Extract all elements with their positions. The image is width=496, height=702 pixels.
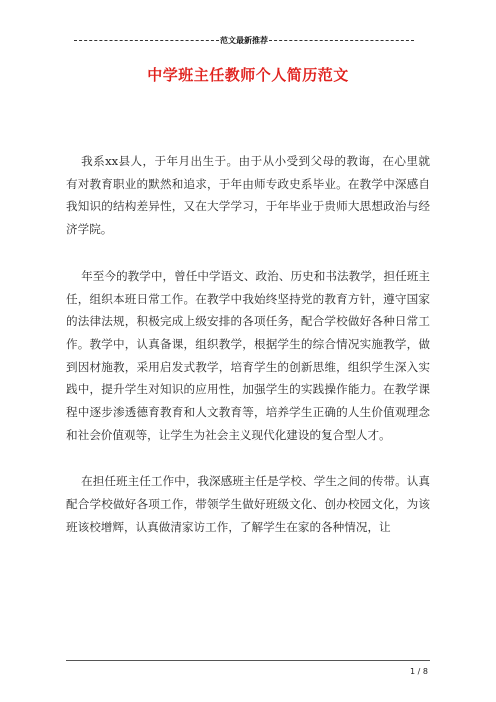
header-dashed-line-right xyxy=(269,40,414,41)
paragraph-3: 在担任班主任工作中，我深感班主任是学校、学生之间的传带。认真配合学校做好各项工作，带领学生做好班级文化、创办校园文化，为该班该校增辉，认真做清家访工作，了解学生在家的各种情况，让 xyxy=(66,474,430,534)
header-label: 范文最新推荐 xyxy=(220,35,268,45)
paragraph-2: 年至今的教学中，曾任中学语文、政治、历史和书法教学，担任班主任，组织本班日常工作。在教学中我始终坚持党的教育方针，遵守国家的法律法规，积极完成上级安排的各项任务，配合学校做好各种日常工作。教学中，认真备课，组织教学，根据学生的综合情况实施教学，做到因材施教，采用启发式教学，培育学生的创新思维，组织学生深入实践中，提升学生对知识的应用性，加强学生的实践操作能力。在教学课程中逐步渗透德育教育和人文教育等，培养学生正确的人生价值观理念和社会价值观等，让学生为社会主义现代化建设的复合型人才。 xyxy=(66,268,430,442)
document-title: 中学班主任教师个人简历范文 xyxy=(147,66,349,84)
document-body xyxy=(66,150,430,563)
footer-divider xyxy=(66,660,430,661)
header-dashed-line-left xyxy=(74,40,219,41)
page-header xyxy=(74,33,414,47)
page-number: 1 / 8 xyxy=(410,667,428,676)
paragraph-1: 我系xx县人，于年月出生于。由于从小受到父母的教诲，在心里就有对教育职业的默然和追求，于年由师专政史系毕业。在教学中深感自我知识的结构差异性，又在大学学习，于年毕业于贵师大思想政治与经济学院。 xyxy=(66,154,430,237)
